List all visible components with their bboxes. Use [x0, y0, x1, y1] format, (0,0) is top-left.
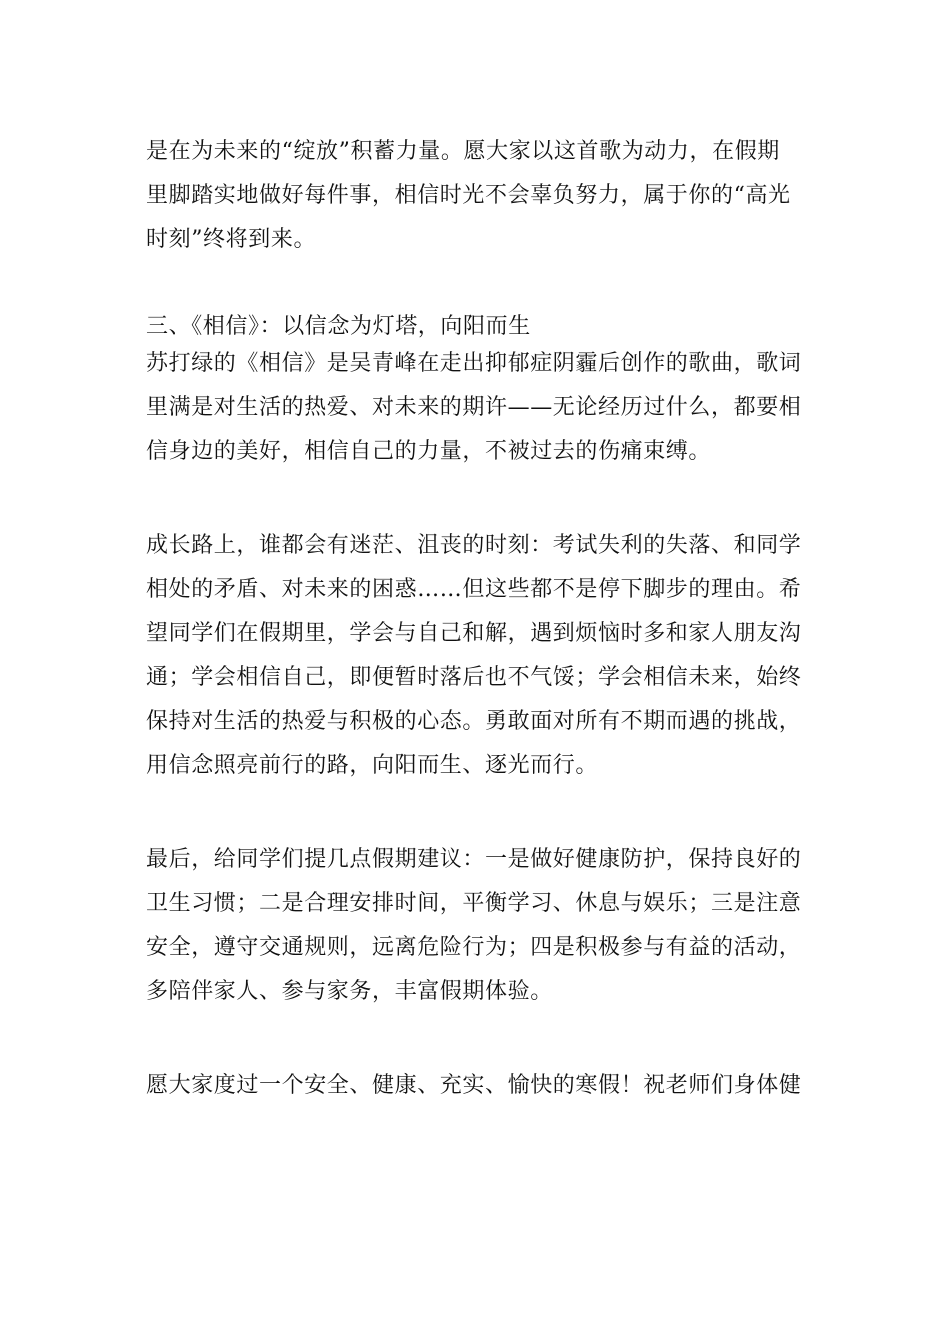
section-3-heading: 三、《相信》：以信念为灯塔，向阳而生 [146, 314, 531, 339]
paragraph-2 [146, 342, 811, 474]
text-line: 多陪伴家人、参与家务，丰富假期体验。 [146, 979, 553, 1004]
paragraph-spacer [146, 1014, 811, 1064]
text-line: 保持对生活的热爱与积极的心态。勇敢面对所有不期而遇的挑战， [146, 709, 802, 734]
text-line: 最后，给同学们提几点假期建议：一是做好健康防护，保持良好的 [146, 847, 802, 872]
text-line: 里满是对生活的热爱、对未来的期许——无论经历过什么，都要相 [146, 395, 802, 420]
text-line: 成长路上，谁都会有迷茫、沮丧的时刻：考试失利的失落、和同学 [146, 533, 802, 558]
text-line: 相处的矛盾、对未来的困惑……但这些都不是停下脚步的理由。希 [146, 577, 802, 602]
paragraph-3 [146, 524, 811, 788]
paragraph-1 [146, 130, 811, 262]
text-line: 信身边的美好，相信自己的力量，不被过去的伤痛束缚。 [146, 439, 712, 464]
text-line: 时刻”终将到来。 [146, 227, 317, 252]
text-line: 是在为未来的“绽放”积蓄力量。愿大家以这首歌为动力，在假期 [146, 139, 780, 164]
paragraph-spacer [146, 788, 811, 838]
text-line: 望同学们在假期里，学会与自己和解，遇到烦恼时多和家人朋友沟 [146, 621, 802, 646]
text-line: 用信念照亮前行的路，向阳而生、逐光而行。 [146, 753, 599, 778]
text-line: 苏打绿的《相信》是吴青峰在走出抑郁症阴霾后创作的歌曲，歌词 [146, 351, 802, 376]
paragraph-4 [146, 838, 811, 1014]
text-line: 通；学会相信自己，即便暂时落后也不气馁；学会相信未来，始终 [146, 665, 802, 690]
paragraph-spacer [146, 262, 811, 312]
text-line: 愿大家度过一个安全、健康、充实、愉快的寒假！祝老师们身体健 [146, 1073, 802, 1098]
text-line: 卫生习惯；二是合理安排时间，平衡学习、休息与娱乐；三是注意 [146, 891, 802, 916]
paragraph-spacer [146, 474, 811, 524]
text-line: 安全，遵守交通规则，远离危险行为；四是积极参与有益的活动， [146, 935, 802, 960]
text-line: 里脚踏实地做好每件事，相信时光不会辜负努力，属于你的“高光 [146, 183, 791, 208]
document-body [146, 130, 811, 1108]
paragraph-5 [146, 1064, 811, 1108]
